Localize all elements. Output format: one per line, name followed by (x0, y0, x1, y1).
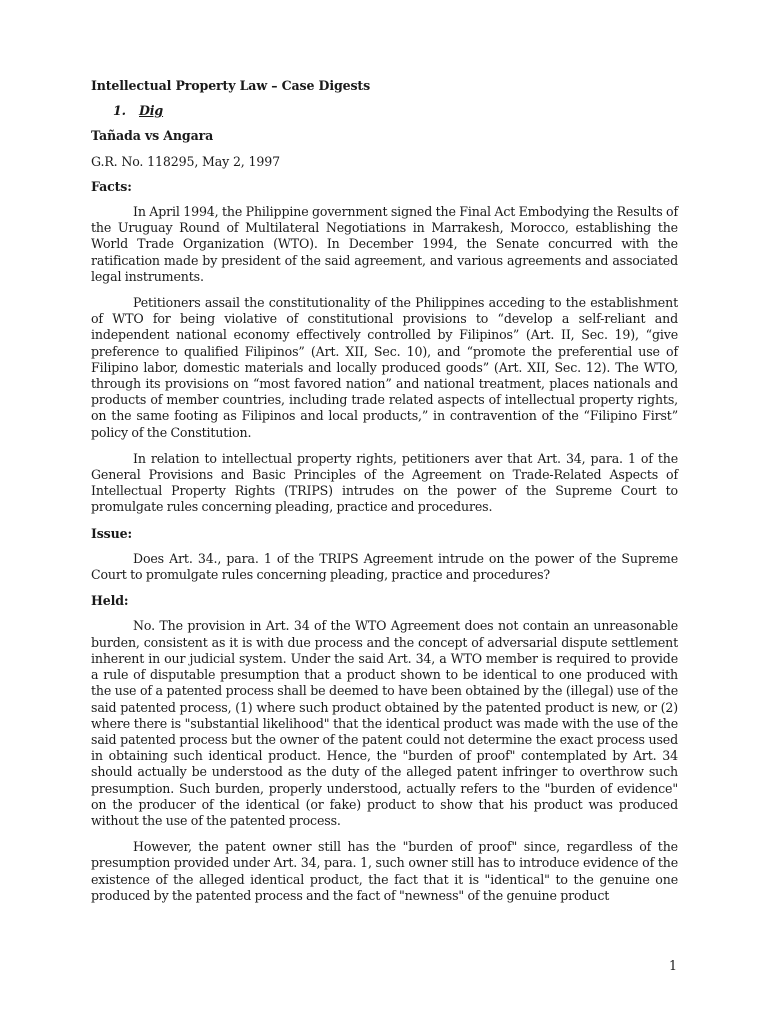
facts-paragraph: In April 1994, the Philippine government signed the Final Act Embodying the Results of the Uruguay Round of Multilateral Negotiations in Marrakesh, Morocco, establishing the World Trade Organization (WTO). In December 1994, the Senate concurred with the ratification made by president of the said agreement, and various agreements and associated legal instruments. (91, 204, 678, 284)
item-label: Dig (139, 103, 164, 119)
digest-item-heading (113, 103, 678, 119)
page-number: 1 (669, 958, 678, 973)
held-paragraph: However, the patent owner still has the "burden of proof" since, regardless of the presumption provided under Art. 34, para. 1, such owner still has to introduce evidence of the existence of the alleged identical product, the fact that it is "identical" to the genuine one produced by the patented process and the fact of "newness" of the genuine product (91, 839, 678, 903)
held-paragraph: No. The provision in Art. 34 of the WTO Agreement does not contain an unreasonable burden, consistent as it is with due process and the concept of adversarial dispute settlement inherent in our judicial system. Under the said Art. 34, a WTO member is required to provide a rule of disputable presumption that a product shown to be identical to one produced with the use of a patented process shall be deemed to have been obtained by the (illegal) use of the said patented process, (1) where such product obtained by the patented product is new, or (2) where there is "substantial likelihood" that the identical product was made with the use of the said patented process but the owner of the patent could not determine the exact process used in obtaining such identical product. Hence, the "burden of proof" contemplated by Art. 34 should actually be understood as the duty of the alleged patent infringer to overthrow such presumption. Such burden, properly understood, actually refers to the "burden of evidence" on the producer of the identical (or fake) product to show that his product was produced without the use of the patented process. (91, 618, 678, 828)
case-citation: G.R. No. 118295, May 2, 1997 (91, 153, 280, 169)
document-body (91, 78, 678, 914)
document-title: Intellectual Property Law – Case Digests (91, 78, 371, 93)
held-heading: Held: (91, 593, 129, 609)
facts-paragraph: In relation to intellectual property rights, petitioners aver that Art. 34, para. 1 of the General Provisions and Basic Principles of the Agreement on Trade-Related Aspects of Intellectual Property Rights (TRIPS) intrudes on the power of the Supreme Court to promulgate rules concerning pleading, practice and procedures. (91, 450, 678, 515)
case-name: Tañada vs Angara (91, 128, 214, 144)
facts-heading: Facts: (91, 178, 132, 194)
issue-paragraph: Does Art. 34., para. 1 of the TRIPS Agreement intrude on the power of the Supreme Court to promulgate rules concerning pleading, practice and procedures? (91, 550, 678, 583)
facts-paragraph: Petitioners assail the constitutionality of the Philippines acceding to the establishment of WTO for being violative of constitutional provisions to “develop a self-reliant and independent national economy effectively controlled by Filipinos” (Art. II, Sec. 19), “give preference to qualified Filipinos” (Art. XII, Sec. 10), and “promote the preferential use of Filipino labor, domestic materials and locally produced goods” (Art. XII, Sec. 12). The WTO, through its provisions on “most favored nation” and national treatment, places nationals and products of member countries, including trade related aspects of intellectual property rights, on the same footing as Filipinos and local products,” in contravention of the “Filipino First” policy of the Constitution. (91, 295, 678, 440)
item-number: 1. (113, 103, 126, 119)
issue-heading: Issue: (91, 525, 132, 541)
